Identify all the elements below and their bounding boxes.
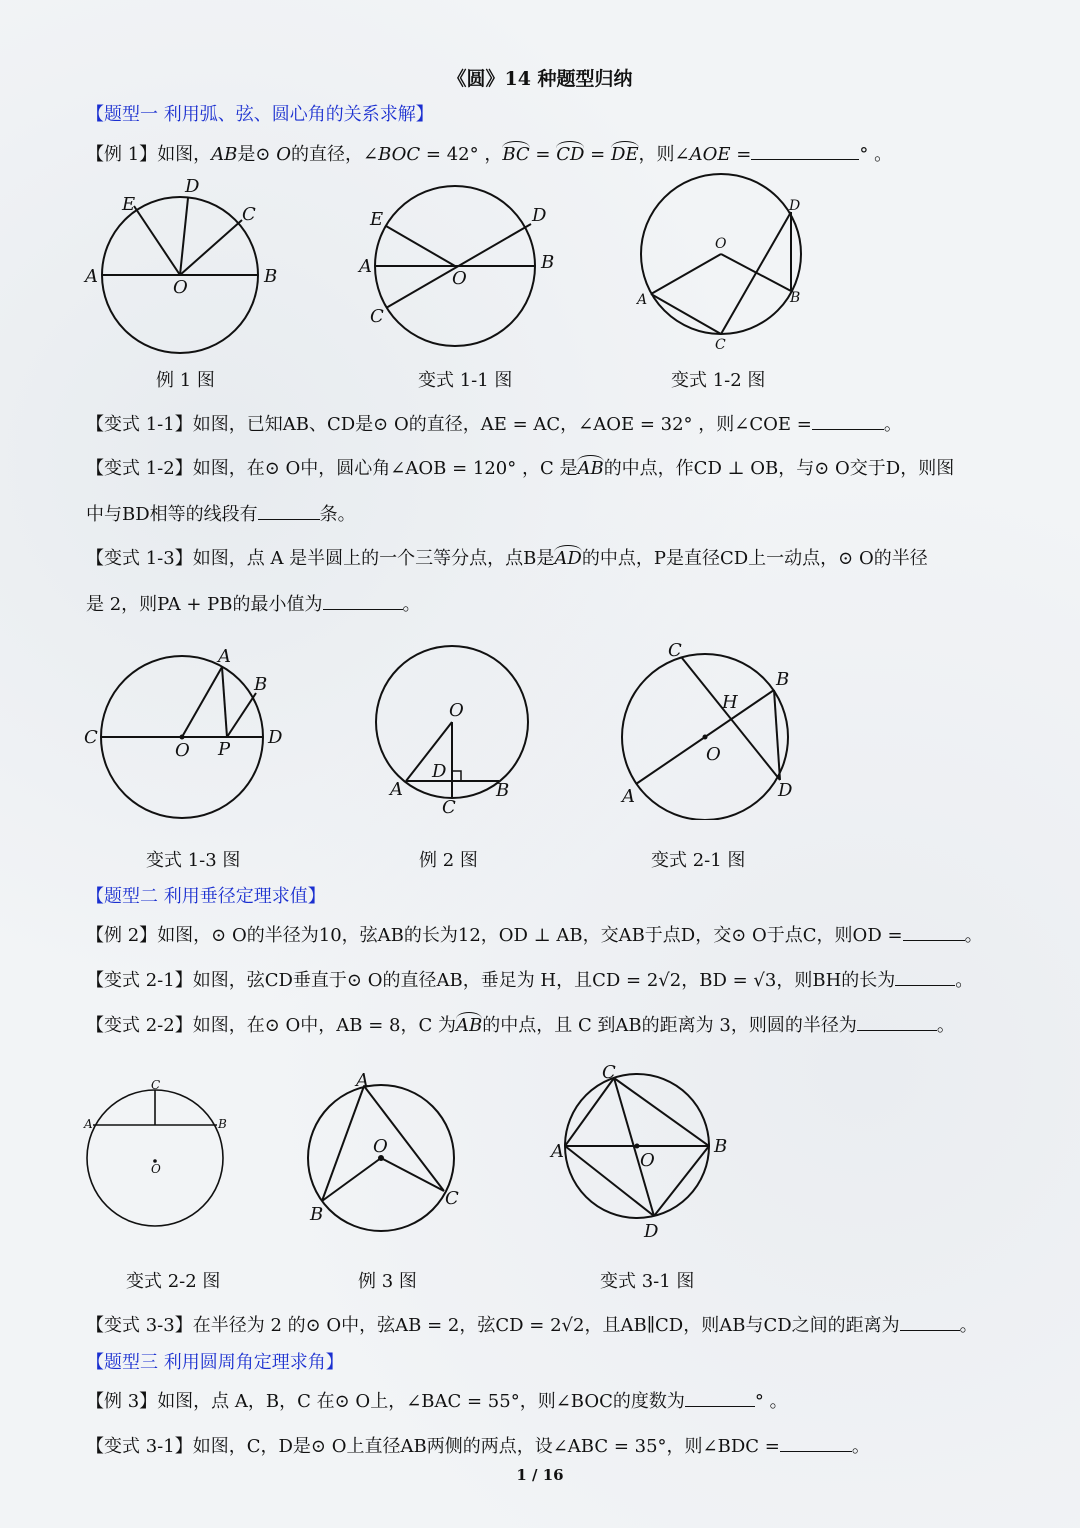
arc-cd: CD — [556, 142, 584, 168]
variant-1-3 — [86, 546, 928, 572]
label-c: C — [715, 337, 726, 352]
figure-variant-2-2 — [80, 1075, 230, 1230]
example-tag: 【例 3】 — [86, 1391, 158, 1412]
example-1 — [86, 141, 892, 168]
text: 如图， — [157, 144, 212, 165]
variant-text: 在半径为 2 的⊙ O中，弦AB = 2，弦CD = 2√2，且AB∥CD，则AB与CD之间的距离为 — [192, 1315, 900, 1336]
label-c: C — [445, 1188, 459, 1209]
label-c: C — [668, 640, 682, 661]
figure-variant-2-1 — [608, 640, 813, 820]
example-3 — [86, 1388, 788, 1415]
label-o: O — [452, 268, 467, 289]
figure-example-2 — [370, 640, 545, 820]
label-c: C — [151, 1078, 161, 1092]
label-a: A — [85, 266, 98, 287]
variant-tag: 【变式 1-2】 — [86, 458, 193, 479]
variant-text: 如图，在⊙ O中，AB = 8，C 为 — [192, 1015, 456, 1036]
text: ° 。 — [754, 1391, 788, 1412]
variant-tag: 【变式 2-1】 — [86, 970, 193, 991]
text: = — [730, 144, 752, 165]
label-a: A — [84, 1117, 93, 1131]
caption-example-3: 例 3 图 — [358, 1271, 417, 1292]
figure-variant-1-3 — [78, 640, 293, 825]
label-o: O — [449, 700, 464, 721]
label-o: O — [173, 277, 188, 298]
example-2 — [86, 922, 983, 949]
text: = — [584, 144, 611, 165]
label-c: C — [370, 306, 384, 327]
example-text: 如图，⊙ O的半径为10，弦AB的长为12，OD ⊥ AB，交AB于点D，交⊙ O于点C，则OD = — [157, 925, 903, 946]
math: AB — [211, 144, 238, 165]
variant-1-2-line2 — [86, 501, 356, 528]
variant-text: 中与BD相等的线段有 — [86, 504, 258, 525]
section-heading-3: 【题型三 利用圆周角定理求角】 — [86, 1352, 344, 1373]
label-b: B — [776, 669, 790, 690]
figure-example-1 — [80, 176, 290, 366]
variant-text: 是 2，则PA + PB的最小值为 — [86, 594, 323, 615]
variant-text: 如图，点 A 是半圆上的一个三等分点，点B是 — [192, 548, 555, 569]
caption-variant-2-1: 变式 2-1 图 — [651, 850, 746, 871]
variant-text: 如图，已知AB、CD是⊙ O的直径，AE = AC，∠AOE = 32° ，则∠COE = — [192, 414, 812, 435]
variant-tag: 【变式 1-3】 — [86, 548, 193, 569]
text: 。 — [402, 594, 421, 615]
label-a: A — [356, 1070, 369, 1091]
label-a: A — [637, 292, 648, 308]
label-o: O — [373, 1136, 388, 1157]
arc-ab: AB — [577, 456, 603, 482]
label-a: A — [551, 1141, 564, 1162]
variant-text: 如图，弦CD垂直于⊙ O的直径AB，垂足为 H，且CD = 2√2，BD = √3，则BH的长为 — [192, 970, 896, 991]
variant-text: 如图，在⊙ O中，圆心角∠AOB = 120° ，C 是 — [192, 458, 578, 479]
text: 条。 — [319, 504, 356, 525]
text: ° 。 — [859, 144, 893, 165]
label-b: B — [310, 1204, 324, 1225]
caption-variant-3-1: 变式 3-1 图 — [600, 1271, 695, 1292]
text: = — [529, 144, 557, 165]
answer-blank[interactable] — [685, 1388, 755, 1407]
label-c: C — [602, 1062, 616, 1083]
answer-blank[interactable] — [857, 1012, 937, 1031]
variant-tag: 【变式 2-2】 — [86, 1015, 193, 1036]
text: 。 — [851, 1436, 870, 1457]
caption-example-1: 例 1 图 — [156, 370, 215, 391]
section-heading-1: 【题型一 利用弧、弦、圆心角的关系求解】 — [86, 104, 434, 125]
label-b: B — [714, 1136, 728, 1157]
figure-variant-3-1 — [544, 1060, 734, 1245]
example-text: 如图，点 A，B，C 在⊙ O上，∠BAC = 55°，则∠BOC的度数为 — [157, 1391, 685, 1412]
arc-ad: AD — [554, 546, 581, 572]
label-p: P — [218, 739, 231, 760]
page-number: 1 / 16 — [516, 1466, 564, 1484]
label-d: D — [432, 761, 447, 782]
variant-text: 的中点，P是直径CD上一动点，⊙ O的半径 — [581, 548, 928, 569]
answer-blank[interactable] — [780, 1433, 852, 1452]
label-c: C — [242, 204, 256, 225]
variant-text: 的中点，作CD ⊥ OB，与⊙ O交于D，则图 — [603, 458, 955, 479]
answer-blank[interactable] — [812, 411, 884, 430]
variant-1-3-line2 — [86, 591, 421, 618]
label-b: B — [496, 780, 510, 801]
variant-2-2 — [86, 1012, 955, 1039]
answer-blank[interactable] — [258, 501, 320, 520]
label-o: O — [706, 744, 721, 765]
label-a: A — [218, 646, 231, 667]
label-b: B — [254, 674, 268, 695]
text: 。 — [964, 925, 983, 946]
text: ，则∠ — [638, 144, 690, 165]
answer-blank[interactable] — [751, 141, 859, 160]
label-o: O — [151, 1162, 161, 1176]
answer-blank[interactable] — [895, 967, 955, 986]
text: 。 — [936, 1015, 955, 1036]
section-heading-2: 【题型二 利用垂径定理求值】 — [86, 886, 326, 907]
variant-text: 的中点，且 C 到AB的距离为 3，则圆的半径为 — [482, 1015, 857, 1036]
label-d: D — [644, 1221, 659, 1242]
answer-blank[interactable] — [903, 922, 965, 941]
label-b: B — [541, 252, 555, 273]
text: 。 — [959, 1315, 978, 1336]
figure-variant-1-2 — [625, 172, 815, 352]
variant-2-1 — [86, 967, 973, 994]
label-a: A — [359, 256, 372, 277]
label-b: B — [218, 1117, 227, 1131]
math: BOC — [378, 144, 421, 165]
variant-tag: 【变式 1-1】 — [86, 414, 193, 435]
arc-ab: AB — [456, 1013, 482, 1039]
label-b: B — [264, 266, 278, 287]
text: 。 — [955, 970, 974, 991]
text: 是⊙ — [237, 144, 277, 165]
label-d: D — [268, 727, 283, 748]
math: O — [276, 144, 291, 165]
label-c: C — [84, 727, 98, 748]
label-d: D — [185, 176, 200, 197]
answer-blank[interactable] — [900, 1312, 960, 1331]
variant-tag: 【变式 3-3】 — [86, 1315, 193, 1336]
label-o: O — [175, 740, 190, 761]
caption-variant-1-1: 变式 1-1 图 — [418, 370, 513, 391]
text: 。 — [883, 414, 902, 435]
label-o: O — [715, 236, 727, 252]
label-b: B — [790, 290, 801, 306]
caption-variant-1-2: 变式 1-2 图 — [671, 370, 766, 391]
label-o: O — [640, 1150, 655, 1171]
label-c: C — [442, 797, 456, 818]
label-e: E — [122, 194, 136, 215]
example-tag: 【例 2】 — [86, 925, 158, 946]
label-e: E — [370, 209, 384, 230]
label-a: A — [390, 779, 403, 800]
variant-3-1 — [86, 1433, 870, 1460]
arc-bc: BC — [502, 142, 529, 168]
text: = 42° ， — [420, 144, 503, 165]
arc-de: DE — [611, 142, 639, 168]
example-1-tag: 【例 1】 — [86, 144, 158, 165]
variant-tag: 【变式 3-1】 — [86, 1436, 193, 1457]
answer-blank[interactable] — [323, 591, 403, 610]
label-d: D — [789, 198, 801, 214]
page-title: 《圆》14 种题型归纳 — [447, 68, 633, 90]
caption-variant-1-3: 变式 1-3 图 — [146, 850, 241, 871]
figure-variant-1-1 — [355, 180, 565, 355]
label-d: D — [778, 780, 793, 801]
text: 的直径，∠ — [291, 144, 379, 165]
caption-variant-2-2: 变式 2-2 图 — [126, 1271, 221, 1292]
label-d: D — [532, 205, 547, 226]
variant-text: 如图，C，D是⊙ O上直径AB两侧的两点，设∠ABC = 35°，则∠BDC = — [192, 1436, 780, 1457]
variant-1-1 — [86, 411, 902, 438]
figure-example-3 — [298, 1066, 473, 1251]
math: AOE — [689, 144, 731, 165]
variant-3-3 — [86, 1312, 978, 1339]
caption-example-2: 例 2 图 — [419, 850, 478, 871]
variant-1-2 — [86, 456, 954, 482]
label-h: H — [722, 692, 738, 713]
label-a: A — [622, 786, 635, 807]
